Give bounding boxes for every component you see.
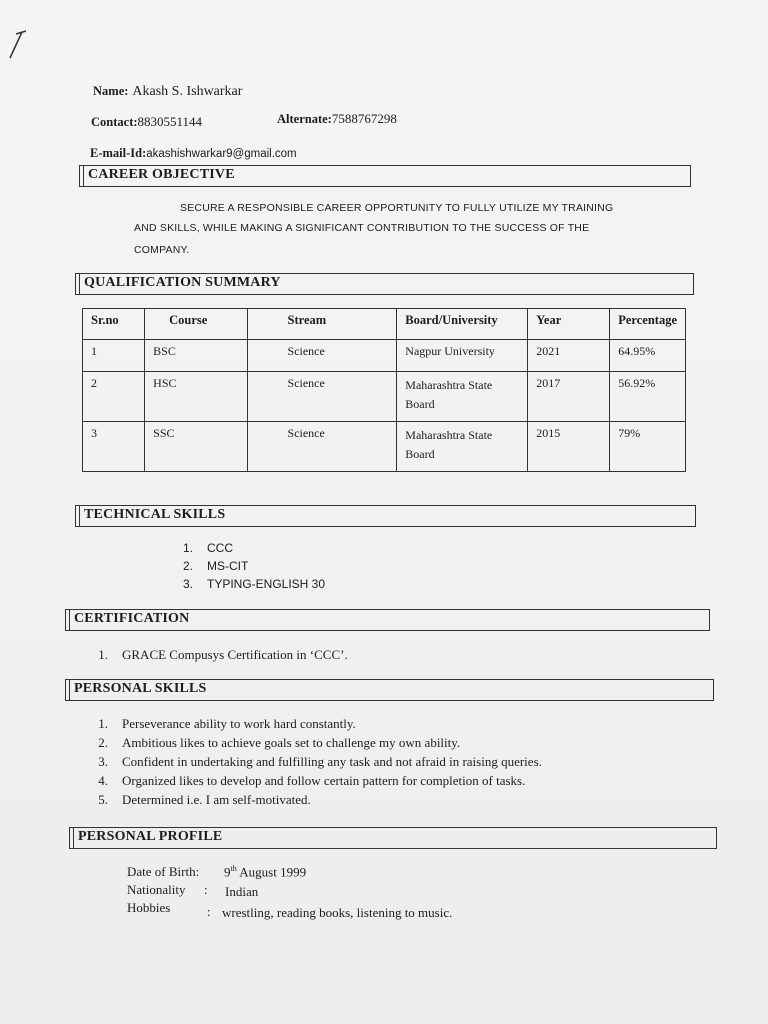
table-header: Year <box>528 309 610 340</box>
table-cell: 3 <box>83 422 145 472</box>
table-header: Percentage <box>610 309 686 340</box>
table-cell: 2015 <box>528 422 610 472</box>
hobbies-value: wrestling, reading books, listening to music. <box>222 905 453 920</box>
list-item: 1. Perseverance ability to work hard constantly. <box>98 716 356 731</box>
table-cell: 56.92% <box>610 372 686 422</box>
table-header: Board/University <box>397 309 528 340</box>
email-label: E-mail-Id: <box>90 146 147 160</box>
table-cell: Maharashtra State Board <box>397 422 528 472</box>
corner-mark-icon <box>2 28 32 64</box>
name-value: Akash S. Ishwarkar <box>132 84 243 99</box>
table-cell: BSC <box>145 340 247 372</box>
table-cell: 1 <box>83 340 145 372</box>
qualification-summary-title: QUALIFICATION SUMMARY <box>84 275 281 290</box>
career-objective-header <box>79 165 691 187</box>
table-cell: Maharashtra State Board <box>397 372 528 422</box>
nationality-value: Indian <box>225 884 259 899</box>
personal-skills-list <box>88 716 688 811</box>
table-row <box>83 422 686 472</box>
certification-header <box>65 609 710 631</box>
objective-line-3: COMPANY. <box>134 244 190 256</box>
list-item: 1. CCC <box>182 541 233 555</box>
alternate-label: Alternate: <box>277 112 332 126</box>
table-cell: 79% <box>610 422 686 472</box>
personal-profile-header <box>69 827 717 849</box>
table-cell: 64.95% <box>610 340 686 372</box>
dob-label: Date of Birth: <box>127 864 200 879</box>
table-cell: 2017 <box>528 372 610 422</box>
contact-line <box>91 113 202 131</box>
table-cell: 2 <box>83 372 145 422</box>
list-item: 2. MS-CIT <box>182 559 249 573</box>
certification-list <box>88 647 588 666</box>
table-cell: Nagpur University <box>397 340 528 372</box>
contact-label: Contact: <box>91 115 138 129</box>
alternate-value: 7588767298 <box>331 111 397 126</box>
dob-suffix: th <box>230 864 237 873</box>
personal-skills-title: PERSONAL SKILLS <box>74 681 207 696</box>
technical-skills-header <box>75 505 696 527</box>
alternate-line <box>277 110 397 128</box>
qualification-summary-header <box>75 273 694 295</box>
table-cell: HSC <box>145 372 247 422</box>
list-item: 4. Organized likes to develop and follow certain pattern for completion of tasks. <box>98 773 526 788</box>
dob-day: 9 <box>224 864 231 880</box>
table-cell: Science <box>247 340 397 372</box>
table-header-row <box>83 309 686 340</box>
qualification-table <box>82 308 686 472</box>
certification-title: CERTIFICATION <box>74 611 190 626</box>
technical-skills-list <box>173 541 473 595</box>
list-item: 3. TYPING-ENGLISH 30 <box>182 577 326 591</box>
table-row <box>83 372 686 422</box>
personal-profile-title: PERSONAL PROFILE <box>78 829 223 844</box>
hobbies-colon: : <box>207 904 211 919</box>
table-row <box>83 340 686 372</box>
nationality-colon: : <box>204 882 208 897</box>
table-cell: Science <box>247 372 397 422</box>
table-cell: SSC <box>145 422 247 472</box>
technical-skills-title: TECHNICAL SKILLS <box>84 507 226 522</box>
table-header: Sr.no <box>83 309 145 340</box>
personal-skills-header <box>65 679 714 701</box>
table-header: Course <box>145 309 247 340</box>
table-cell: 2021 <box>528 340 610 372</box>
name-label: Name: <box>93 84 129 98</box>
career-objective-title: CAREER OBJECTIVE <box>88 167 235 182</box>
list-item: 5. Determined i.e. I am self-motivated. <box>98 792 311 807</box>
list-item: 2. Ambitious likes to achieve goals set to challenge my own ability. <box>98 735 461 750</box>
objective-line-2: AND SKILLS, WHILE MAKING A SIGNIFICANT CONTRIBUTION TO THE SUCCESS OF THE <box>134 222 590 234</box>
contact-value: 8830551144 <box>137 114 203 129</box>
table-cell: Science <box>247 422 397 472</box>
name-line <box>93 82 242 100</box>
hobbies-label: Hobbies <box>127 900 171 915</box>
dob-value <box>224 864 306 880</box>
email-value: akashishwarkar9@gmail.com <box>146 148 297 160</box>
objective-line-1: SECURE A RESPONSIBLE CAREER OPPORTUNITY TO FULLY UTILIZE MY TRAINING <box>180 202 614 214</box>
list-item: 1. GRACE Compusys Certification in ‘CCC’. <box>98 647 348 662</box>
list-item: 3. Confident in undertaking and fulfilling any task and not afraid in raising queries. <box>98 754 542 769</box>
dob-rest: August 1999 <box>239 864 307 880</box>
table-header: Stream <box>247 309 397 340</box>
nationality-label: Nationality <box>127 882 186 897</box>
email-line <box>90 144 297 162</box>
